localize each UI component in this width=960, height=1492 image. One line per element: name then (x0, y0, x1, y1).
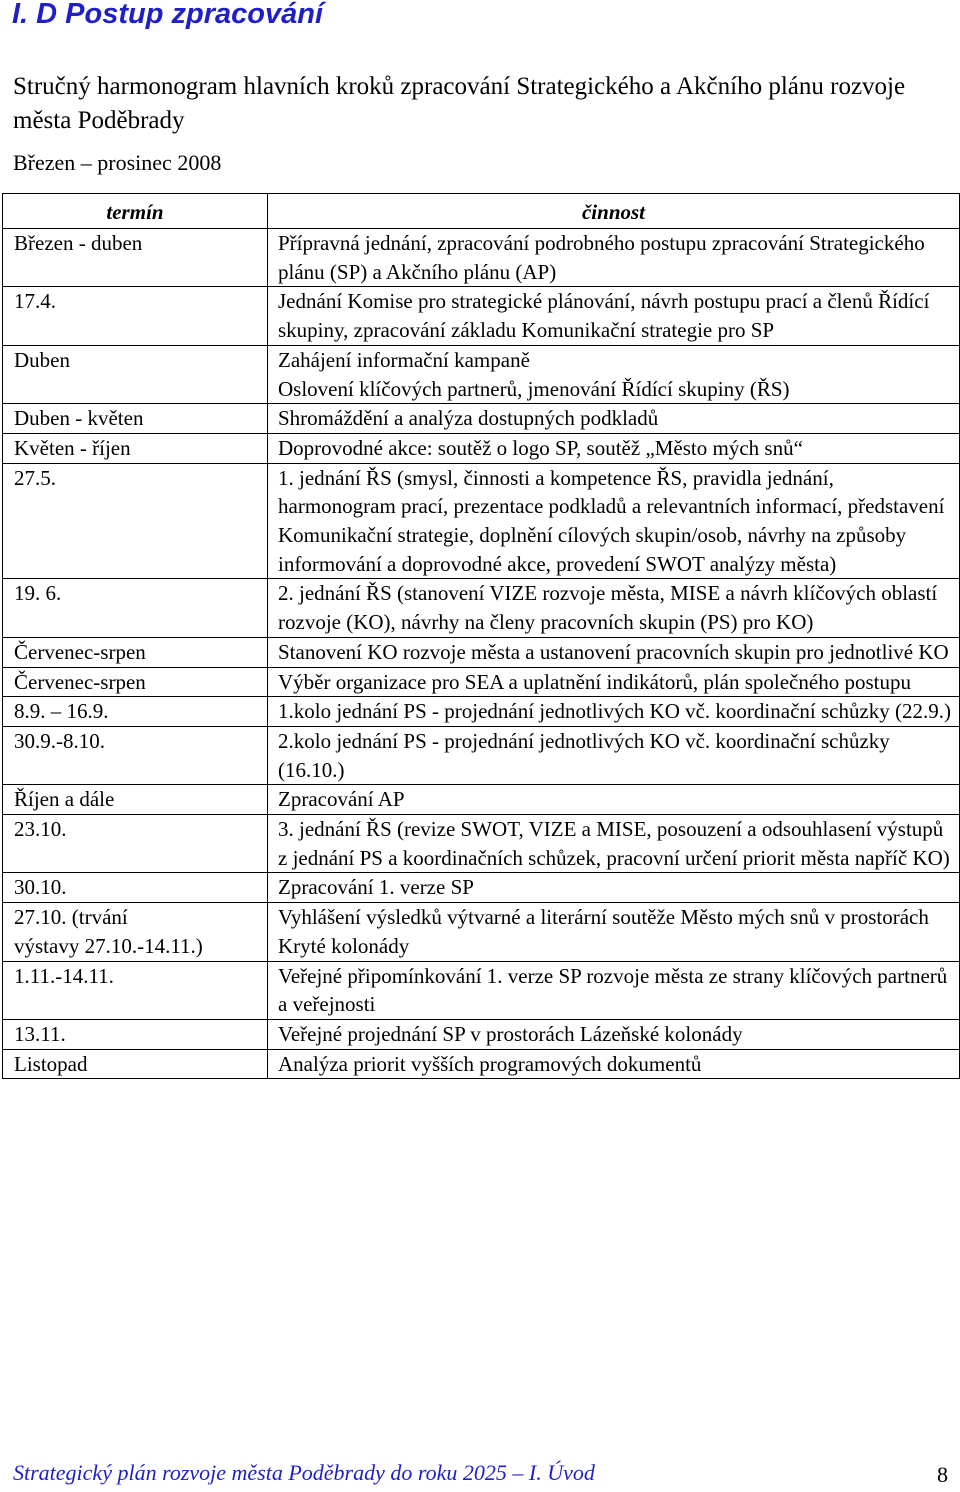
activity-cell (268, 404, 960, 434)
activity-text: Doprovodné akce: soutěž o logo SP, soutěž „Město mých snů“ (278, 435, 803, 460)
table-row (3, 697, 960, 727)
activity-text: Veřejné připomínkování 1. verze SP rozvoje města ze strany klíčových partnerů a veřejnosti (278, 963, 948, 1017)
page-number: 8 (937, 1462, 948, 1487)
activity-cell (268, 961, 960, 1019)
activity-cell (268, 579, 960, 637)
term-cell: 19. 6. (3, 579, 268, 637)
activity-text: Zpracování 1. verze SP (278, 875, 474, 900)
table-row (3, 726, 960, 784)
term-cell: 1.11.-14.11. (3, 961, 268, 1019)
activity-cell (268, 463, 960, 579)
table-row (3, 961, 960, 1019)
term-cell: Duben - květen (3, 404, 268, 434)
activity-text: Výběr organizace pro SEA a uplatnění indikátorů, plán společného postupu (278, 669, 911, 694)
term-cell: Březen - duben (3, 229, 268, 287)
activity-cell (268, 637, 960, 667)
term-cell: Listopad (3, 1049, 268, 1079)
activity-text: Oslovení klíčových partnerů, jmenování Řídící skupiny (ŘS) (278, 376, 790, 401)
term-column-header: termín (3, 194, 268, 229)
table-row (3, 637, 960, 667)
schedule-period: Březen – prosinec 2008 (13, 150, 222, 175)
table-row (3, 579, 960, 637)
term-cell: 8.9. – 16.9. (3, 697, 268, 727)
term-cell: 30.9.-8.10. (3, 726, 268, 784)
activity-text: Analýza priorit vyšších programových dokumentů (278, 1051, 702, 1076)
page-footer: Strategický plán rozvoje města Poděbrady do roku 2025 – I. Úvod (13, 1460, 595, 1485)
activity-cell (268, 785, 960, 815)
table-row (3, 903, 960, 961)
activity-text: Veřejné projednání SP v prostorách Lázeňské kolonády (278, 1021, 743, 1046)
activity-cell (268, 873, 960, 903)
table-row (3, 433, 960, 463)
term-cell: 23.10. (3, 815, 268, 873)
term-cell: 27.10. (trvání výstavy 27.10.-14.11.) (3, 903, 268, 961)
activity-cell (268, 433, 960, 463)
table-row (3, 667, 960, 697)
section-heading: I. D Postup zpracování (12, 0, 323, 30)
activity-text: Zahájení informační kampaně (278, 347, 530, 372)
schedule-table (2, 193, 960, 1079)
activity-cell (268, 229, 960, 287)
table-row (3, 1049, 960, 1079)
activity-cell (268, 1019, 960, 1049)
activity-text: Zpracování AP (278, 787, 405, 812)
activity-text: Jednání Komise pro strategické plánování, návrh postupu prací a členů Řídící skupiny, zpracování základu Komunikační strategie pro SP (278, 289, 930, 343)
term-cell: Červenec-srpen (3, 667, 268, 697)
activity-cell (268, 1049, 960, 1079)
term-cell: Květen - říjen (3, 433, 268, 463)
activity-cell (268, 667, 960, 697)
activity-text: Přípravná jednání, zpracování podrobného postupu zpracování Strategického plánu (SP) a Akčního plánu (AP) (278, 231, 925, 284)
term-cell: Říjen a dále (3, 785, 268, 815)
table-row (3, 1019, 960, 1049)
activity-cell (268, 903, 960, 961)
table-row (3, 815, 960, 873)
term-cell: 30.10. (3, 873, 268, 903)
schedule-body (3, 229, 960, 1079)
activity-text: Shromáždění a analýza dostupných podkladů (278, 406, 659, 431)
table-row (3, 404, 960, 434)
activity-cell (268, 815, 960, 873)
activity-text: 3. jednání ŘS (revize SWOT, VIZE a MISE, posouzení a odsouhlasení výstupů z jednání PS a koordinačních schůzek, pracovní určení priorit města napříč KO) (278, 817, 950, 870)
table-row (3, 345, 960, 403)
activity-cell (268, 345, 960, 403)
activity-cell (268, 697, 960, 727)
term-cell: 27.5. (3, 463, 268, 579)
term-cell: Červenec-srpen (3, 637, 268, 667)
table-row (3, 229, 960, 287)
activity-text: 2. jednání ŘS (stanovení VIZE rozvoje města, MISE a návrh klíčových oblastí rozvoje (KO), návrhy na členy pracovních skupin (PS) pro KO) (278, 581, 938, 635)
table-header-row (3, 194, 960, 229)
activity-text: 2.kolo jednání PS - projednání jednotlivých KO vč. koordinační schůzky (16.10.) (278, 728, 890, 782)
table-row (3, 463, 960, 579)
term-cell: 13.11. (3, 1019, 268, 1049)
activity-text: Vyhlášení výsledků výtvarné a literární soutěže Město mých snů v prostorách Kryté kolonády (278, 905, 929, 958)
term-cell: Duben (3, 345, 268, 403)
activity-text: Stanovení KO rozvoje města a ustanovení pracovních skupin pro jednotlivé KO (278, 639, 949, 664)
activity-cell (268, 287, 960, 345)
table-row (3, 785, 960, 815)
document-subtitle: Stručný harmonogram hlavních kroků zpracování Strategického a Akčního plánu rozvoje města Poděbrady (13, 73, 906, 134)
activity-column-header: činnost (268, 194, 960, 229)
activity-text: 1.kolo jednání PS - projednání jednotlivých KO vč. koordinační schůzky (22.9.) (278, 699, 952, 724)
activity-text: 1. jednání ŘS (smysl, činnosti a kompetence ŘS, pravidla jednání, harmonogram prací, prezentace podkladů a relevantních informací, představení Komunikační strategie, doplnění cílových skupin/osob, návrhy na způsoby informování a doprovodné akce, provedení SWOT analýzy města) (278, 465, 945, 576)
table-row (3, 287, 960, 345)
activity-cell (268, 726, 960, 784)
table-row (3, 873, 960, 903)
term-cell: 17.4. (3, 287, 268, 345)
